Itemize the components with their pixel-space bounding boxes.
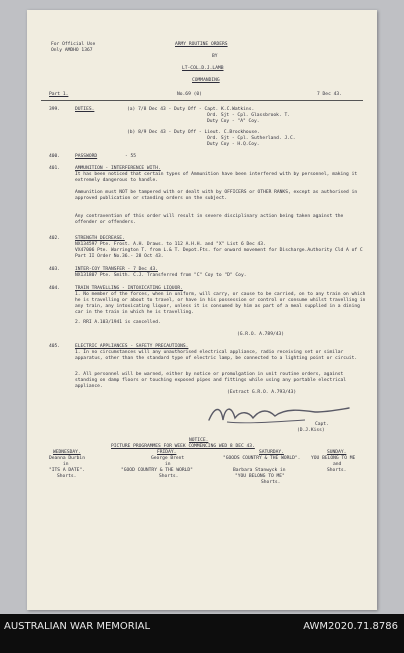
notice-day-heading: FRIDAY. bbox=[157, 450, 177, 455]
item-paragraph: 1. In no circumstances will any unauthorised electrical appliance, radio receiving set or similar apparatus, other than the standard type of electric lamp, be connected to a lighting point or circuit. bbox=[75, 350, 358, 361]
password-value: - 55 bbox=[125, 154, 137, 159]
item-paragraph: Any contravention of this order will result in severe disciplinary action being taken against the offender or offenders. bbox=[75, 214, 344, 225]
notice-title: NOTICE. bbox=[189, 438, 209, 443]
duty-line: (b) 8/9 Dec 43 - Duty Off - Lieut. C.Brockhouse. bbox=[127, 130, 260, 135]
item-paragraph: 2. RRI A.103/1941 is cancelled. bbox=[75, 320, 161, 325]
item-paragraph: NX134597 Pte. Frost. A.H. Draws. to 112 A.H.H. and "X" List 6 Dec 43. bbox=[75, 242, 266, 247]
signatory-rank: Capt. bbox=[315, 422, 329, 427]
item-heading: DUTIES. bbox=[75, 107, 95, 112]
item-number: 404. bbox=[49, 286, 61, 291]
notice-line: in bbox=[63, 462, 69, 467]
item-number: 402. bbox=[49, 236, 61, 241]
handwritten-signature bbox=[205, 398, 355, 432]
notice-day-heading: SUNDAY. bbox=[327, 450, 347, 455]
item-paragraph: NX131807 Pte. Smith. C.J. Transferred from "C" Coy to "D" Coy. bbox=[75, 273, 247, 278]
notice-line: "GOODS COUNTRY & THE WORLD". bbox=[223, 456, 301, 461]
item-paragraph: It has been noticed that certain types of Ammunition have been interfered with by personnel, making it extremely dangerous to handle. bbox=[75, 172, 358, 183]
item-number: 403. bbox=[49, 267, 61, 272]
duty-line: Duty Coy - H.Q.Coy. bbox=[207, 142, 260, 147]
notice-line: "YOU BELONG TO ME" bbox=[235, 474, 285, 479]
item-reference: (Extract G.R.O. A.793/43) bbox=[227, 390, 297, 395]
item-heading: INTER-COY TRANSFER - 7 Dec 43. bbox=[75, 267, 158, 272]
item-number: 405. bbox=[49, 344, 61, 349]
notice-line: George Brent bbox=[151, 456, 185, 461]
item-heading: PASSWORD bbox=[75, 154, 98, 159]
archive-footer bbox=[0, 614, 404, 653]
duty-line: Ord. Sjt - Cpl. Sutherland. J.C. bbox=[207, 136, 296, 141]
item-heading: ELECTRIC APPLIANCES - SAFETY PRECAUTIONS. bbox=[75, 344, 189, 349]
item-number: 399. bbox=[49, 107, 61, 112]
duty-line: (a) 7/8 Dec 43 - Duty Off - Capt. K.C.Watkins. bbox=[127, 107, 255, 112]
item-heading: AMMUNITION - INTERFERENCE WITH. bbox=[75, 166, 161, 171]
notice-line: YOU BELONG TO ME bbox=[311, 456, 356, 461]
notice-line: Shorts. bbox=[327, 468, 347, 473]
document-title-by: BY bbox=[212, 54, 218, 59]
item-heading: STRENGTH DECREASE. bbox=[75, 236, 125, 241]
notice-line: Shorts. bbox=[57, 474, 77, 479]
item-number: 400. bbox=[49, 154, 61, 159]
document-page bbox=[27, 10, 377, 610]
official-use-line-1: For Official Use bbox=[51, 42, 96, 47]
commander-name: LT-COL.D.J.LAMB bbox=[182, 66, 224, 71]
item-paragraph: VX47006 Pte. Warrington T. from L.& T. Depot.Fts. for onward movement for Discharge.Authority Cld A of C Part II Order No.36.- 28 Oct 43. bbox=[75, 248, 363, 259]
item-paragraph: 2. All personnel will be warned, either by notice or promulgation in unit routine orders, against standing on damp floors or touching exposed pipes and fittings while using any portable electrical appliance. bbox=[75, 372, 347, 389]
notice-line: in bbox=[165, 462, 171, 467]
commander-title: COMMANDING bbox=[192, 78, 220, 83]
item-number: 401. bbox=[49, 166, 61, 171]
duty-line: Ord. Sjt - Cpl. Glassbrook. T. bbox=[207, 113, 290, 118]
notice-subtitle: PICTURE PROGRAMMES FOR WEEK COMMENCING WED 8 DEC 43. bbox=[111, 444, 255, 449]
notice-line: and bbox=[333, 462, 342, 467]
document-title: ARMY ROUTINE ORDERS bbox=[175, 42, 228, 47]
header-divider bbox=[41, 100, 363, 101]
duty-line: Duty Coy - "A" Coy. bbox=[207, 119, 260, 124]
footer-institution: AUSTRALIAN WAR MEMORIAL bbox=[4, 621, 151, 632]
order-number: No.69 (0) bbox=[177, 92, 202, 97]
order-date: 7 Dec 43. bbox=[317, 92, 342, 97]
notice-line: Barbara Stanwyck in bbox=[233, 468, 286, 473]
signatory-name: (D.J.Kiss) bbox=[297, 428, 325, 433]
footer-accession-number: AWM2020.71.8786 bbox=[303, 621, 398, 632]
notice-line: Shorts. bbox=[159, 474, 179, 479]
item-paragraph: 1. No member of the forces, when in uniform, will carry, or cause to be carried, on to any train on which he is travelling or about to travel, or have in his possession or control or consume whilst travelling in any train, any intoxicating liquor, unless it is consumed by him as part of a meal supplied in a dining car in the train in which he is travelling. bbox=[75, 292, 366, 315]
notice-line: Shorts. bbox=[261, 480, 281, 485]
item-reference: (G.R.O. A.789/43) bbox=[237, 332, 285, 337]
notice-line: Deanna Durbin bbox=[49, 456, 85, 461]
part-label: Part 1. bbox=[49, 92, 69, 97]
notice-day-heading: WEDNESDAY. bbox=[53, 450, 81, 455]
notice-line: "GOOD COUNTRY & THE WORLD" bbox=[121, 468, 193, 473]
official-use-line-2: Only AMDHO 1367 bbox=[51, 48, 93, 53]
notice-day-heading: SATURDAY. bbox=[259, 450, 284, 455]
item-paragraph: Ammunition must NOT be tampered with or dealt with by OFFICERS or OTHER RANKS, except as authorised in approved publication or standing orders on the subject. bbox=[75, 190, 358, 201]
notice-line: "ITS A DATE". bbox=[49, 468, 85, 473]
item-heading: TRAIN TRAVELLING - INTOXICATING LIQUOR. bbox=[75, 286, 183, 291]
